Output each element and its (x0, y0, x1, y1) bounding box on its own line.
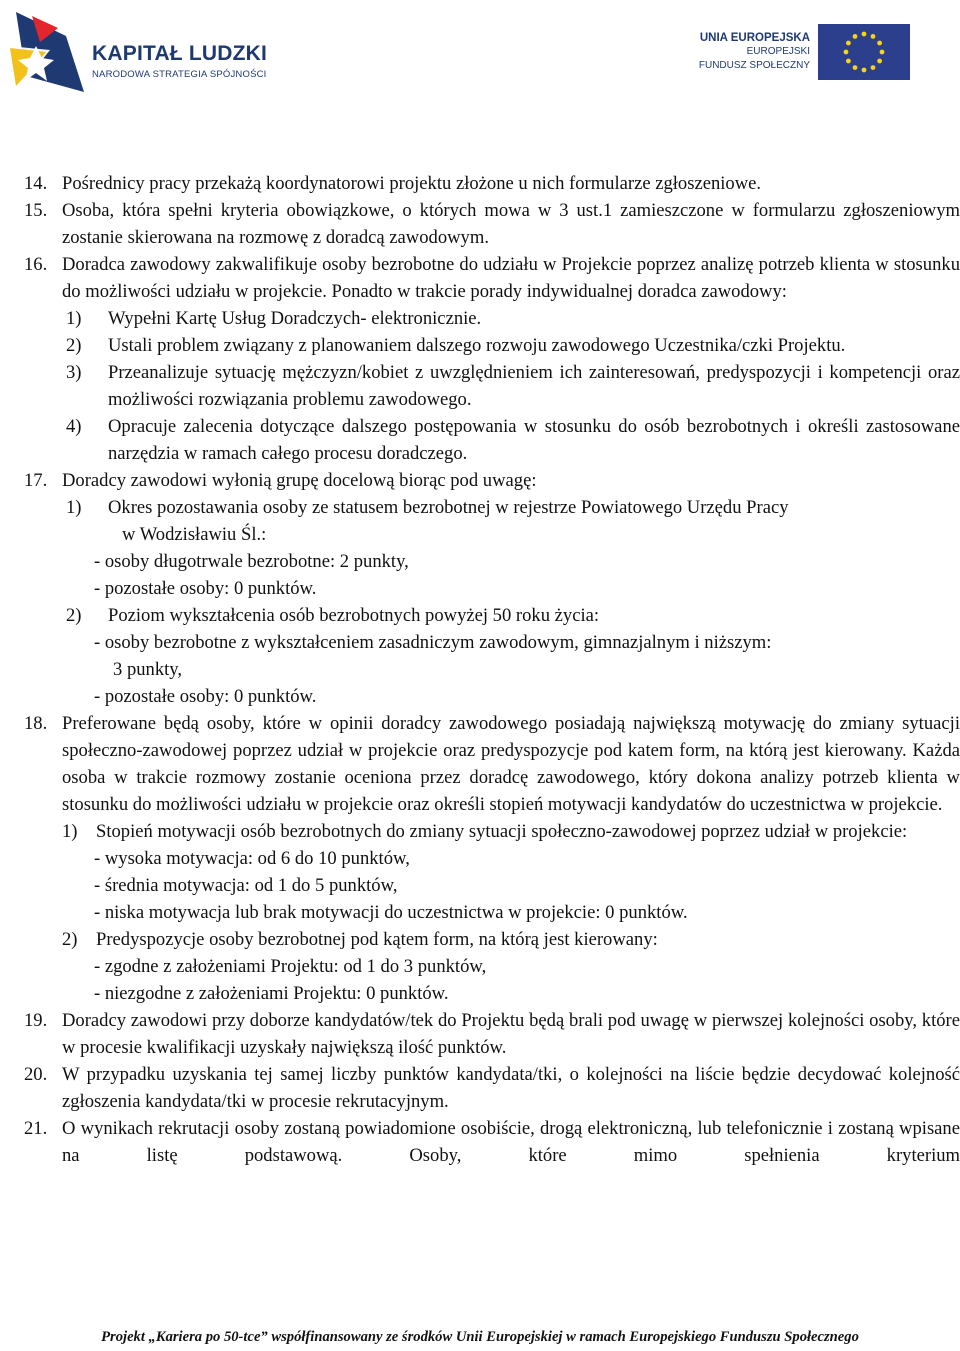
eu-logo-text (699, 31, 810, 73)
sub-item-number: 2) (62, 929, 78, 950)
sub-item-text: Stopień motywacji osób bezrobotnych do zmiany sytuacji społeczno-zawodowej poprzez udział w projekcie: (96, 821, 908, 842)
dash-item: - zgodne z założeniami Projektu: od 1 do 3 punktów, (94, 956, 487, 977)
kapital-ludzki-subtitle: NARODOWA STRATEGIA SPÓJNOŚCI (92, 69, 267, 80)
sub-item-number: 3) (66, 362, 82, 383)
item-number: 18. (24, 713, 48, 734)
sub-item-text: Przeanalizuje sytuację mężczyzn/kobiet z uwzględnieniem ich zainteresowań, predyspozycji i kompetencji oraz możliwości rozwiązania problemu zawodowego. (108, 362, 960, 410)
sub-item-text: Predyspozycje osoby bezrobotnej pod kątem form, na którą jest kierowany: (96, 929, 658, 950)
sub-item-16-1 (0, 305, 960, 332)
dash-item: - pozostałe osoby: 0 punktów. (94, 578, 317, 599)
dash-item: - średnia motywacja: od 1 do 5 punktów, (94, 875, 398, 896)
item-text: Doradcy zawodowi przy doborze kandydatów/tek do Projektu będą brali pod uwagę w pierwszej kolejności osoby, które w procesie kwalifikacji uzyskały największą ilość punktów. (62, 1010, 960, 1058)
sub-item-16-4 (0, 413, 960, 467)
list-item-18 (0, 710, 960, 818)
sub-item-text: Okres pozostawania osoby ze statusem bezrobotnej w rejestrze Powiatowego Urzędu Pracy (108, 497, 789, 518)
item-number: 16. (24, 254, 48, 275)
sub-item-16-2 (0, 332, 960, 359)
sub-item-17-2 (0, 602, 960, 629)
list-item-14 (0, 170, 960, 197)
sub-item-text: Wypełni Kartę Usług Doradczych- elektronicznie. (108, 308, 482, 329)
sub-item-number: 1) (62, 821, 78, 842)
dash-item: - osoby bezrobotne z wykształceniem zasadniczym zawodowym, gimnazjalnym i niższym: (94, 632, 772, 653)
dash-item: - niezgodne z założeniami Projektu: 0 punktów. (94, 983, 449, 1004)
kapital-ludzki-logo (6, 6, 296, 98)
document-body (0, 170, 960, 1169)
dash-item: - pozostałe osoby: 0 punktów. (94, 686, 317, 707)
page-footer: Projekt „Kariera po 50-tce” współfinansowany ze środków Unii Europejskiej w ramach Europejskiego Funduszu Społecznego (101, 1329, 859, 1345)
eu-logo-line2: EUROPEJSKI (746, 46, 810, 57)
dash-item: - niska motywacja lub brak motywacji do uczestnictwa w projekcie: 0 punktów. (94, 902, 688, 923)
list-item-19 (0, 1007, 960, 1061)
eu-flag-icon (818, 24, 910, 80)
sub-item-18-1 (0, 818, 960, 845)
sub-item-number: 4) (66, 416, 82, 437)
list-item-20 (0, 1061, 960, 1115)
sub-item-number: 2) (66, 605, 82, 626)
list-item-15 (0, 197, 960, 251)
eu-logo-line3: FUNDUSZ SPOŁECZNY (698, 60, 810, 71)
item-number: 21. (24, 1118, 48, 1139)
kapital-ludzki-title: KAPITAŁ LUDZKI (92, 42, 268, 65)
list-item-16 (0, 251, 960, 305)
item-text: Osoba, która spełni kryteria obowiązkowe, o których mowa w 3 ust.1 zamieszczone w formularzu zgłoszeniowym zostanie skierowana na rozmowę z doradcą zawodowym. (62, 200, 960, 248)
item-text: O wynikach rekrutacji osoby zostaną powiadomione osobiście, drogą elektroniczną, lub telefonicznie i zostaną wpisane na listę podstawową. Osoby, które mimo spełnienia kryterium (62, 1118, 960, 1166)
sub-item-17-1 (0, 494, 960, 521)
item-text: W przypadku uzyskania tej samej liczby punktów kandydata/tki, o kolejności na liście będzie decydować kolejność zgłoszenia kandydata/tki w procesie rekrutacyjnym. (62, 1064, 960, 1112)
sub-item-text: Ustali problem związany z planowaniem dalszego rozwoju zawodowego Uczestnika/czki Projektu. (108, 335, 846, 356)
item-number: 15. (24, 200, 48, 221)
sub-item-continuation: w Wodzisławiu Śl.: (122, 524, 267, 545)
dash-item: - wysoka motywacja: od 6 do 10 punktów, (94, 848, 410, 869)
kapital-ludzki-emblem-icon (6, 6, 92, 98)
item-text: Preferowane będą osoby, które w opinii doradcy zawodowego posiadają największą motywację do zmiany sytuacji społeczno-zawodowej poprzez udział w projekcie oraz predyspozycje pod katem form, na którą jest kierowany. Każda osoba w trakcie rozmowy zostanie oceniona przez doradcę zawodowego, który dokona analizy potrzeb klienta w stosunku do możliwości udziału w projekcie oraz określi stopień motywacji kandydatów do uczestnictwa w projekcie. (62, 713, 960, 815)
eu-logo-line1: UNIA EUROPEJSKA (699, 32, 810, 44)
item-number: 20. (24, 1064, 48, 1085)
sub-item-number: 1) (66, 497, 82, 518)
dash-item-continuation: 3 punkty, (113, 659, 183, 680)
item-text: Doradca zawodowy zakwalifikuje osoby bezrobotne do udziału w Projekcie poprzez analizę potrzeb klienta w stosunku do możliwości udziału w projekcie. Ponadto w trakcie porady indywidualnej doradca zawodowy: (62, 254, 960, 302)
sub-item-number: 1) (66, 308, 82, 329)
list-item-21 (0, 1115, 960, 1169)
item-text: Doradcy zawodowi wyłonią grupę docelową biorąc pod uwagę: (62, 470, 537, 491)
item-text: Pośrednicy pracy przekażą koordynatorowi projektu złożone u nich formularze zgłoszeniowe. (62, 173, 762, 194)
eu-logo (680, 18, 910, 86)
sub-item-text: Poziom wykształcenia osób bezrobotnych powyżej 50 roku życia: (108, 605, 600, 626)
sub-item-18-2 (0, 926, 960, 953)
sub-item-text: Opracuje zalecenia dotyczące dalszego postępowania w stosunku do osób bezrobotnych i określi zastosowane narzędzia w ramach całego procesu doradczego. (108, 416, 960, 464)
list-item-17 (0, 467, 960, 494)
sub-item-number: 2) (66, 335, 82, 356)
item-number: 14. (24, 173, 48, 194)
item-number: 19. (24, 1010, 48, 1031)
dash-item: - osoby długotrwale bezrobotne: 2 punkty, (94, 551, 409, 572)
sub-item-16-3 (0, 359, 960, 413)
item-number: 17. (24, 470, 48, 491)
